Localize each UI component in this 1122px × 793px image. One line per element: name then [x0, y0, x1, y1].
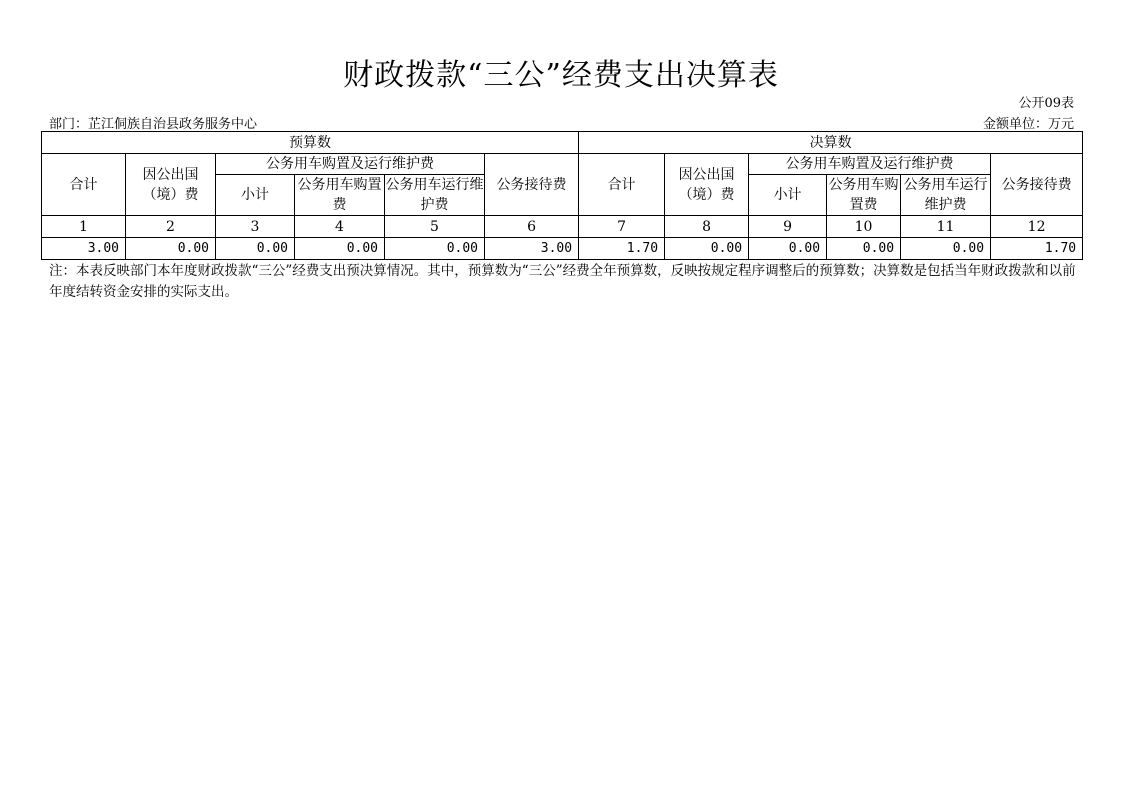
- index-row: [42, 216, 1083, 238]
- final-reception-value: 1.70: [991, 238, 1083, 260]
- unit-label: 金额单位：万元: [982, 117, 1074, 132]
- header-row-1: [42, 154, 1083, 175]
- final-vehicle-group-header: 公务用车购置及运行维护费: [749, 154, 991, 175]
- index-cell: 5: [385, 216, 485, 238]
- index-cell: 8: [665, 216, 749, 238]
- final-total-header: 合计: [579, 154, 665, 216]
- budget-vehicle-purchase-value: 0.00: [295, 238, 385, 260]
- final-abroad-value: 0.00: [665, 238, 749, 260]
- budget-subtotal-value: 0.00: [216, 238, 295, 260]
- final-vehicle-operation-value: 0.00: [901, 238, 991, 260]
- department-label: 部门：芷江侗族自治县政务服务中心: [49, 117, 258, 132]
- budget-abroad-header: 因公出国（境）费: [126, 154, 216, 216]
- group-header-row: [42, 132, 1083, 154]
- form-number: 公开09表: [1018, 96, 1074, 111]
- budget-subtotal-header: 小计: [216, 175, 295, 216]
- final-subtotal-value: 0.00: [749, 238, 827, 260]
- index-cell: 7: [579, 216, 665, 238]
- table-note: 注：本表反映部门本年度财政拨款“三公”经费支出预决算情况。其中，预算数为“三公”经费全年预算数，反映按规定程序调整后的预算数；决算数是包括当年财政拨款和以前年度结转资金安排的实际支出。: [49, 263, 1076, 300]
- index-cell: 1: [42, 216, 126, 238]
- final-abroad-header: 因公出国（境）费: [665, 154, 749, 216]
- index-cell: 6: [485, 216, 579, 238]
- budget-reception-value: 3.00: [485, 238, 579, 260]
- final-subtotal-header: 小计: [749, 175, 827, 216]
- final-vehicle-operation-header: 公务用车运行维护费: [901, 175, 991, 216]
- budget-reception-header: 公务接待费: [485, 154, 579, 216]
- budget-vehicle-group-header: 公务用车购置及运行维护费: [216, 154, 485, 175]
- budget-abroad-value: 0.00: [126, 238, 216, 260]
- page-title: 财政拨款“三公”经费支出决算表: [343, 58, 779, 93]
- budget-vehicle-operation-header: 公务用车运行维护费: [385, 175, 485, 216]
- index-cell: 4: [295, 216, 385, 238]
- index-cell: 3: [216, 216, 295, 238]
- index-cell: 11: [901, 216, 991, 238]
- final-vehicle-purchase-value: 0.00: [827, 238, 901, 260]
- budget-vehicle-operation-value: 0.00: [385, 238, 485, 260]
- final-total-value: 1.70: [579, 238, 665, 260]
- final-group-header: 决算数: [579, 132, 1083, 154]
- final-vehicle-purchase-header: 公务用车购置费: [827, 175, 901, 216]
- budget-group-header: 预算数: [42, 132, 579, 154]
- budget-total-value: 3.00: [42, 238, 126, 260]
- data-row: [42, 238, 1083, 260]
- budget-total-header: 合计: [42, 154, 126, 216]
- index-cell: 12: [991, 216, 1083, 238]
- final-reception-header: 公务接待费: [991, 154, 1083, 216]
- index-cell: 9: [749, 216, 827, 238]
- index-cell: 2: [126, 216, 216, 238]
- index-cell: 10: [827, 216, 901, 238]
- expenditure-table: [41, 131, 1083, 260]
- budget-vehicle-purchase-header: 公务用车购置费: [295, 175, 385, 216]
